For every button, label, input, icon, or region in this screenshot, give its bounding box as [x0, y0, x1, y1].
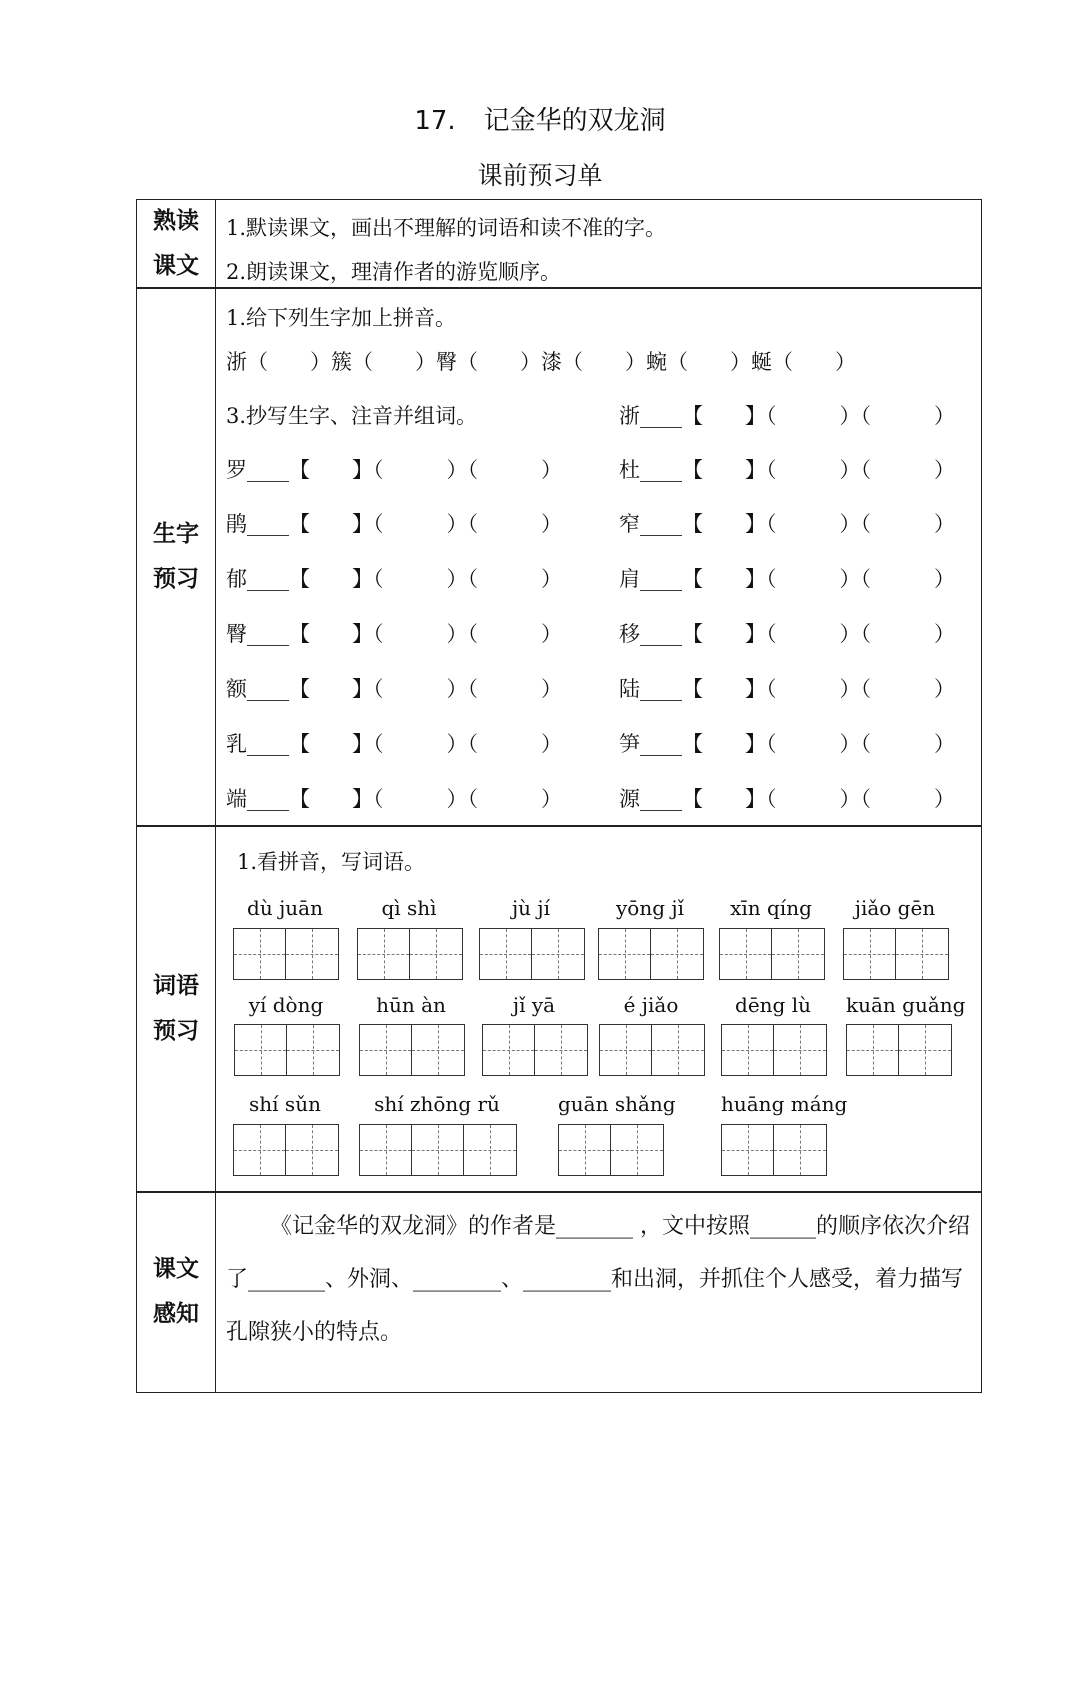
writing-cell[interactable]: [600, 1025, 652, 1075]
char-entry: 郁____【 】（ ）（ ）: [226, 567, 562, 591]
page-title: [0, 100, 1080, 137]
label-text: 课文: [153, 253, 199, 279]
char-task-1: 1.给下列生字加上拼音。: [226, 306, 457, 330]
char-entry: 笋____【 】（ ）（ ）: [619, 732, 955, 756]
writing-cell[interactable]: [234, 1125, 286, 1175]
writing-cell[interactable]: [896, 929, 948, 979]
writing-grid[interactable]: [558, 1124, 664, 1176]
label-text: 熟读: [153, 208, 199, 234]
writing-cell[interactable]: [234, 929, 286, 979]
label-text: 生字: [153, 521, 199, 547]
page-subtitle: 课前预习单: [477, 161, 603, 190]
comprehension-paragraph: 《记金华的双龙洞》的作者是_______ ，文中按照______的顺序依次介绍了_______、外洞、________、________和出洞，并抓住个人感受，着力描写孔隙狭小的特点。: [226, 1214, 970, 1345]
label-reading: [137, 200, 216, 288]
writing-cell[interactable]: [287, 1025, 339, 1075]
pinyin-label: jù jí: [511, 896, 551, 920]
reading-item-2: 2.朗读课文，理清作者的游览顺序。: [226, 260, 562, 284]
writing-grid[interactable]: [359, 1124, 517, 1176]
row-reading: [136, 199, 982, 289]
writing-grid[interactable]: [843, 928, 949, 980]
writing-grid[interactable]: [721, 1124, 827, 1176]
label-vocabulary: [137, 826, 216, 1192]
writing-grid[interactable]: [482, 1024, 588, 1076]
char-entry: 陆____【 】（ ）（ ）: [619, 677, 955, 701]
writing-cell[interactable]: [651, 929, 703, 979]
writing-cell[interactable]: [360, 1125, 412, 1175]
label-text: 预习: [153, 1018, 199, 1044]
label-text: 感知: [153, 1301, 199, 1327]
writing-cell[interactable]: [772, 929, 824, 979]
writing-grid[interactable]: [479, 928, 585, 980]
pinyin-label: shí zhōng rǔ: [374, 1092, 500, 1116]
writing-grid[interactable]: [846, 1024, 952, 1076]
writing-cell[interactable]: [844, 929, 896, 979]
row-vocabulary: [136, 825, 982, 1193]
char-entry: 臀____【 】（ ）（ ）: [226, 622, 562, 646]
reading-item-1: 1.默读课文，画出不理解的词语和读不准的字。: [226, 216, 667, 240]
label-characters: [137, 288, 216, 826]
char-entry: 鹃____【 】（ ）（ ）: [226, 512, 562, 536]
label-text: 预习: [153, 566, 199, 592]
label-text: 课文: [153, 1256, 199, 1282]
writing-cell[interactable]: [235, 1025, 287, 1075]
char-entry: 肩____【 】（ ）（ ）: [619, 567, 955, 591]
writing-cell[interactable]: [483, 1025, 535, 1075]
char-entry: 浙____【 】（ ）（ ）: [619, 404, 955, 428]
writing-grid[interactable]: [234, 1024, 340, 1076]
pinyin-label: hūn àn: [376, 993, 446, 1017]
writing-grid[interactable]: [721, 1024, 827, 1076]
label-comprehension: [137, 1192, 216, 1392]
pinyin-label: yōng jǐ: [616, 896, 684, 920]
writing-cell[interactable]: [899, 1025, 951, 1075]
writing-cell[interactable]: [535, 1025, 587, 1075]
writing-grid[interactable]: [599, 1024, 705, 1076]
writing-grid[interactable]: [233, 1124, 339, 1176]
pinyin-label: yí dòng: [248, 993, 324, 1017]
char-entry: 端____【 】（ ）（ ）: [226, 787, 562, 811]
pinyin-label: xīn qíng: [730, 896, 812, 920]
pinyin-label: kuān guǎng: [846, 993, 966, 1017]
writing-cell[interactable]: [532, 929, 584, 979]
label-text: 词语: [153, 973, 199, 999]
pinyin-label: é jiǎo: [623, 993, 679, 1017]
writing-grid[interactable]: [359, 1024, 465, 1076]
pinyin-label: dēng lù: [735, 993, 811, 1017]
char-entry: 窄____【 】（ ）（ ）: [619, 512, 955, 536]
pinyin-label: dù juān: [247, 896, 323, 920]
row-comprehension: [136, 1191, 982, 1393]
writing-cell[interactable]: [412, 1125, 464, 1175]
writing-cell[interactable]: [722, 1025, 774, 1075]
writing-cell[interactable]: [847, 1025, 899, 1075]
pinyin-blanks-line: 浙（ ）簇（ ）臀（ ）漆（ ）蜿（ ）蜒（ ）: [226, 350, 856, 374]
vocab-task: 1.看拼音，写词语。: [237, 850, 426, 874]
writing-cell[interactable]: [412, 1025, 464, 1075]
writing-cell[interactable]: [599, 929, 651, 979]
writing-cell[interactable]: [480, 929, 532, 979]
writing-grid[interactable]: [233, 928, 339, 980]
writing-cell[interactable]: [611, 1125, 663, 1175]
row-characters: [136, 287, 982, 827]
worksheet-table: [136, 199, 984, 1694]
char-entry: 额____【 】（ ）（ ）: [226, 677, 562, 701]
char-entry: 罗____【 】（ ）（ ）: [226, 458, 562, 482]
writing-cell[interactable]: [559, 1125, 611, 1175]
writing-cell[interactable]: [358, 929, 410, 979]
writing-cell[interactable]: [410, 929, 462, 979]
pinyin-label: jiǎo gēn: [854, 896, 936, 920]
char-entry: 杜____【 】（ ）（ ）: [619, 458, 955, 482]
char-entry: 乳____【 】（ ）（ ）: [226, 732, 562, 756]
writing-cell[interactable]: [360, 1025, 412, 1075]
writing-cell[interactable]: [652, 1025, 704, 1075]
pinyin-label: shí sǔn: [249, 1092, 321, 1116]
writing-cell[interactable]: [720, 929, 772, 979]
pinyin-label: qì shì: [381, 896, 437, 920]
char-entry: 源____【 】（ ）（ ）: [619, 787, 955, 811]
char-task-3: 3.抄写生字、注音并组词。: [226, 404, 478, 428]
lesson-title: 记金华的双龙洞: [483, 106, 666, 136]
writing-grid[interactable]: [719, 928, 825, 980]
writing-cell[interactable]: [286, 1125, 338, 1175]
pinyin-label: jǐ yā: [512, 993, 556, 1017]
writing-cell[interactable]: [774, 1025, 826, 1075]
writing-grid[interactable]: [357, 928, 463, 980]
writing-cell[interactable]: [464, 1125, 516, 1175]
writing-grid[interactable]: [598, 928, 704, 980]
writing-cell[interactable]: [774, 1125, 826, 1175]
writing-cell[interactable]: [722, 1125, 774, 1175]
writing-cell[interactable]: [286, 929, 338, 979]
char-entry: 移____【 】（ ）（ ）: [619, 622, 955, 646]
lesson-number: 17.: [414, 106, 456, 136]
pinyin-label: huāng máng: [721, 1092, 848, 1116]
pinyin-label: guān shǎng: [558, 1092, 676, 1116]
